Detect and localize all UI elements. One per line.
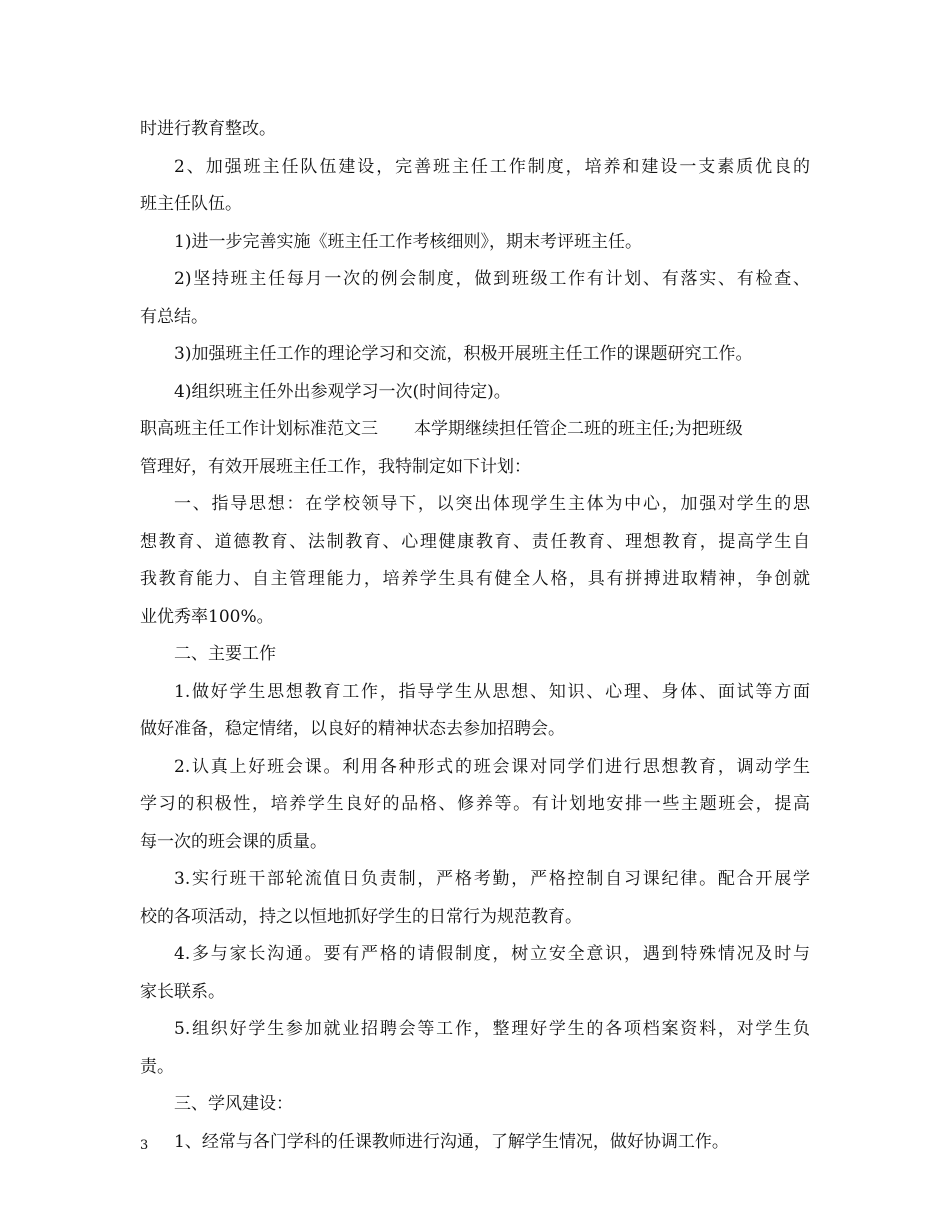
section-heading-line xyxy=(140,414,810,444)
document-body xyxy=(140,114,810,1164)
text-line: 有总结。 xyxy=(140,306,208,327)
text-line: 2、加强班主任队伍建设，完善班主任工作制度，培养和建设一支素质优良的 xyxy=(174,156,810,177)
page-number: 3 xyxy=(140,1138,149,1153)
section-heading: 职高班主任工作计划标准范文三 xyxy=(140,419,378,439)
section-title: 二、主要工作 xyxy=(174,644,276,664)
text-line: 时进行教育整改。 xyxy=(140,119,276,139)
section-title: 三、学风建设： xyxy=(174,1094,293,1114)
text-line: 3)加强班主任工作的理论学习和交流，积极开展班主任工作的课题研究工作。 xyxy=(174,344,753,364)
text-line: 2.认真上好班会课。利用各种形式的班会课对同学们进行思想教育，调动学生 xyxy=(174,756,810,777)
text-line: 家长联系。 xyxy=(140,981,225,1002)
text-span: 本学期继续担任管企二班的班主任;为把班级 xyxy=(414,419,743,439)
text-line: 业优秀率100%。 xyxy=(140,606,274,627)
text-line: 4.多与家长沟通。要有严格的请假制度，树立安全意识，遇到特殊情况及时与 xyxy=(174,944,810,964)
text-line: 5.组织好学生参加就业招聘会等工作，整理好学生的各项档案资料，对学生负 xyxy=(174,1019,810,1039)
text-line: 学习的积极性，培养学生良好的品格、修养等。有计划地安排一些主题班会，提高 xyxy=(140,794,810,814)
text-line: 2)坚持班主任每月一次的例会制度，做到班级工作有计划、有落实、有检查、 xyxy=(174,269,810,289)
text-line: 想教育、道德教育、法制教育、心理健康教育、责任教育、理想教育，提高学生自 xyxy=(140,531,810,552)
text-line: 责。 xyxy=(140,1056,174,1077)
text-line: 4)组织班主任外出参观学习一次(时间待定)。 xyxy=(174,381,511,402)
text-line: 一、指导思想：在学校领导下，以突出体现学生主体为中心，加强对学生的思 xyxy=(174,494,810,514)
text-line: 每一次的班会课的质量。 xyxy=(140,831,327,852)
text-line: 我教育能力、自主管理能力，培养学生具有健全人格，具有拼搏进取精神，争创就 xyxy=(140,569,810,589)
text-line: 班主任队伍。 xyxy=(140,194,242,214)
text-line: 1.做好学生思想教育工作，指导学生从思想、知识、心理、身体、面试等方面 xyxy=(174,681,810,702)
text-line: 做好准备，稳定情绪，以良好的精神状态去参加招聘会。 xyxy=(140,719,565,739)
text-line: 3.实行班干部轮流值日负责制，严格考勤，严格控制自习课纪律。配合开展学 xyxy=(174,869,810,889)
text-line: 校的各项活动，持之以恒地抓好学生的日常行为规范教育。 xyxy=(140,906,582,927)
text-line: 1)进一步完善实施《班主任工作考核细则》，期末考评班主任。 xyxy=(174,231,642,252)
text-line: 1、经常与各门学科的任课教师进行沟通，了解学生情况，做好协调工作。 xyxy=(174,1131,729,1152)
text-line: 管理好，有效开展班主任工作，我特制定如下计划： xyxy=(140,456,531,477)
